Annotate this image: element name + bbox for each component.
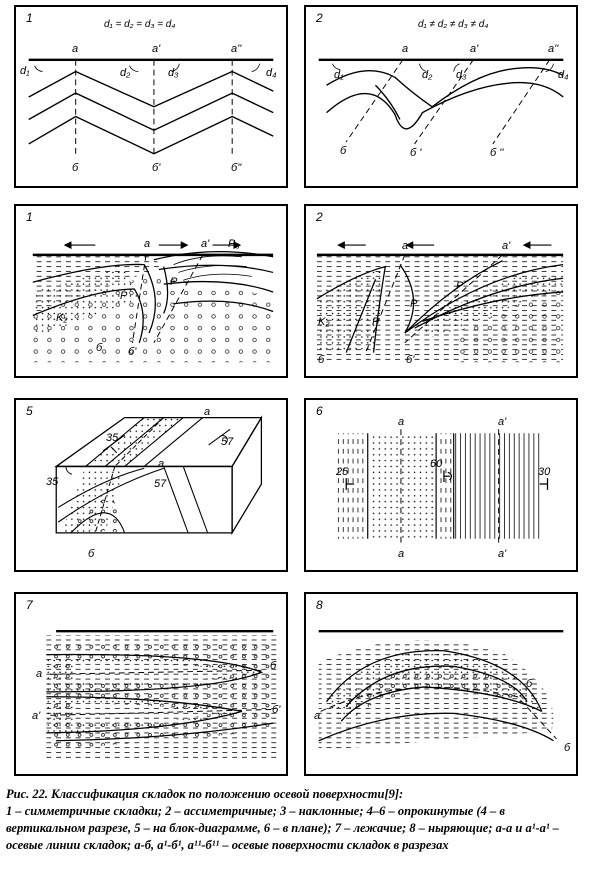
axis-bottom-label: а	[398, 548, 405, 560]
angle-label: d₄	[558, 69, 569, 81]
panel-number: 6	[316, 404, 323, 418]
panel-2-asymmetric	[304, 5, 578, 188]
axis-bottom-label: б'	[406, 354, 415, 366]
axis-end-label: б'	[272, 704, 281, 716]
panel-5-block-diagram	[14, 398, 288, 572]
axis-bottom-label: б '	[410, 147, 422, 159]
panel-number: 5	[26, 404, 33, 418]
plan-view-diagram	[306, 400, 576, 570]
axis-bottom-label: б''	[231, 162, 242, 174]
axis-top-label: а	[72, 43, 79, 55]
angle-label: d₃	[456, 69, 467, 81]
angle-label: d₁	[334, 69, 344, 81]
axis-top-label: а'	[502, 240, 511, 252]
axis-bottom-label: б	[96, 342, 103, 354]
axis-bottom-label: б	[72, 162, 79, 174]
panel-4-overturned-section	[304, 204, 578, 378]
panel-8-plunging	[304, 592, 578, 776]
unit-label: P	[456, 280, 464, 292]
axis-side-label: а	[36, 668, 43, 680]
axis-top-label: а	[204, 406, 211, 418]
axis-top-label: а'	[201, 238, 210, 250]
unit-label: P	[120, 290, 128, 302]
recumbent-fold-diagram	[16, 594, 286, 774]
axis-side-label: а	[314, 710, 321, 722]
inner-axis-label: а	[158, 458, 165, 470]
caption-title: Рис. 22. Классификация складок по положению осевой поверхности[9]:	[6, 787, 404, 801]
dip-label: 60	[430, 458, 443, 470]
plunging-fold-diagram	[306, 594, 576, 774]
unit-label: P₃	[228, 238, 240, 250]
axis-top-label: а'	[498, 416, 507, 428]
caption-body: 1 – симметричные складки; 2 – ассиметричные; 3 – наклонные; 4–6 – опрокинутые (4 – в вертикальном разрезе, 5 – на блок-диаграмме, 6 – в плане); 7 – лежачие; 8 – ныряющие; а-а и а¹-а¹ – осевые линии складок; а-б, а¹-б¹, а¹¹-б¹¹ – осевые поверхности складок в разрезах	[6, 804, 560, 852]
dip-label: 35	[106, 432, 119, 444]
panel-number: 7	[26, 598, 33, 612]
axis-top-label: а	[144, 238, 151, 250]
angle-label: d₃	[168, 67, 179, 79]
unit-label: P	[410, 298, 418, 310]
axis-top-label: а	[402, 240, 409, 252]
unit-label: P	[372, 316, 380, 328]
axis-bottom-label: б	[340, 145, 347, 157]
axis-top-label: а''	[548, 43, 559, 55]
panel-1-symmetric	[14, 5, 288, 188]
equation: d₁ ≠ d₂ ≠ d₃ ≠ d₄	[418, 19, 489, 30]
panel-7-recumbent	[14, 592, 288, 776]
axis-top-label: а	[398, 416, 405, 428]
axis-bottom-label: б ''	[490, 147, 504, 159]
axis-bottom-label: б	[88, 548, 95, 560]
dip-label: 30	[538, 466, 551, 478]
axis-bottom-label: б'	[152, 162, 161, 174]
unit-label: K₂	[56, 312, 68, 324]
panel-number: 2	[316, 11, 323, 25]
panel-number: 1	[26, 11, 33, 25]
asymmetric-folds-diagram	[306, 7, 576, 186]
axis-top-label: а	[402, 43, 409, 55]
angle-label: d₁	[20, 65, 30, 77]
symmetric-folds-diagram	[16, 7, 286, 186]
dip-label: 57	[154, 478, 167, 490]
axis-bottom-label: а'	[498, 548, 507, 560]
dip-label: 35	[46, 476, 59, 488]
axis-end-label: б	[270, 660, 277, 672]
panel-number: 2	[316, 210, 323, 224]
axis-top-label: а'	[152, 43, 161, 55]
equation: d₁ = d₂ = d₃ = d₄	[104, 19, 176, 30]
axis-bottom-label: б	[318, 354, 325, 366]
axis-top-label: а'	[470, 43, 479, 55]
inclined-fold-section	[16, 206, 286, 376]
angle-label: d₂	[120, 67, 131, 79]
axis-end-label: б	[526, 678, 533, 690]
panel-3-inclined	[14, 204, 288, 378]
overturned-fold-section	[306, 206, 576, 376]
dip-label: 25	[336, 466, 349, 478]
axis-side-label: а'	[32, 710, 41, 722]
panel-number: 8	[316, 598, 323, 612]
panel-6-map-view	[304, 398, 578, 572]
panel-number: 1	[26, 210, 33, 224]
figure-caption	[6, 786, 586, 854]
dip-label: 57	[221, 436, 234, 448]
angle-label: d₂	[422, 69, 433, 81]
unit-label: K₂	[318, 316, 330, 328]
axis-bottom-label: б'	[128, 346, 137, 358]
axis-top-label: а''	[231, 43, 242, 55]
angle-label: d₄	[266, 67, 277, 79]
unit-label: P	[170, 276, 178, 288]
axis-end-label: б	[564, 742, 571, 754]
